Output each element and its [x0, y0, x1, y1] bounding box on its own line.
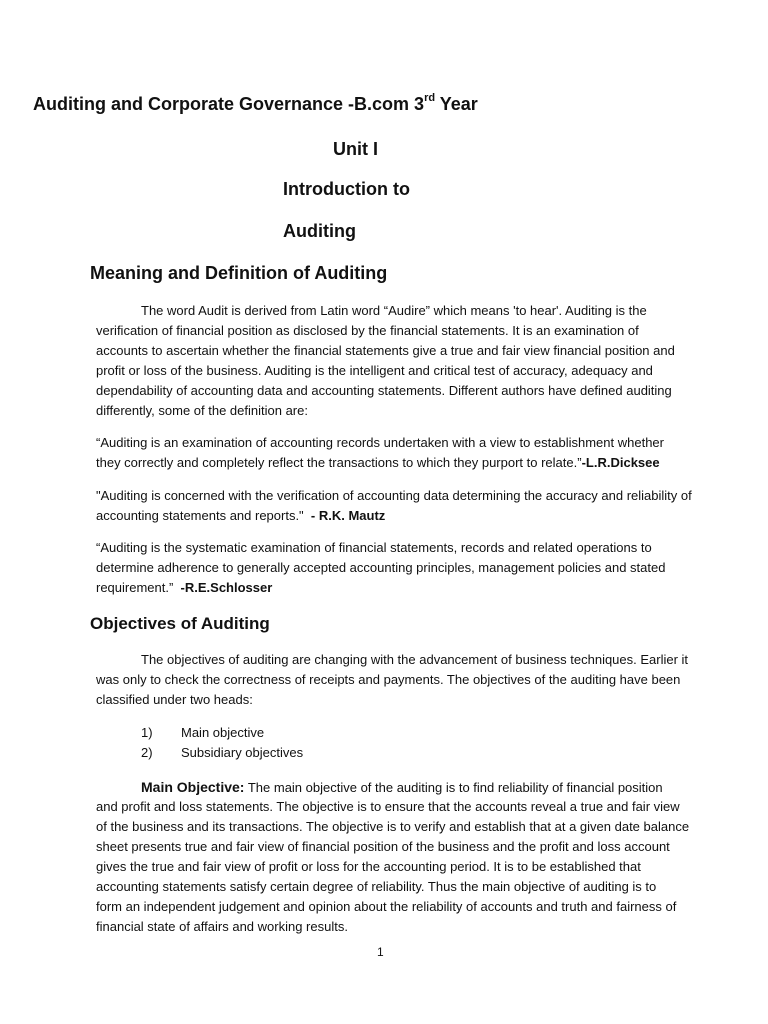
main-objective-line	[141, 777, 663, 798]
document-title	[33, 94, 478, 115]
quote-schlosser-line: determine adherence to generally accepted accounting principles, management policies and stated	[96, 560, 666, 575]
quote-mautz-line: "Auditing is concerned with the verification of accounting data determining the accuracy and reliability of	[96, 488, 692, 503]
quote-schlosser-line	[96, 578, 272, 598]
unit-heading: Unit I	[333, 139, 378, 159]
main-objective-line: sheet presents true and fair view of financial position of the business and the profit and loss account	[96, 839, 670, 854]
main-objective-line: of the business and its transactions. The objective is to verify and establish that at a given date balance	[96, 819, 690, 834]
list-item-number: 1)	[141, 725, 153, 740]
meaning-para-line: The word Audit is derived from Latin word “Audire” which means 'to hear'. Auditing is the	[141, 303, 647, 318]
quote-dicksee-text: they correctly and completely reflect the transactions to which they purport to relate.”	[96, 455, 582, 470]
list-item	[141, 743, 303, 763]
intro-heading-line-1: Introduction to	[283, 179, 410, 199]
document-title-tail: Year	[435, 94, 478, 114]
quote-dicksee-line: “Auditing is an examination of accounting records undertaken with a view to establishment whether	[96, 435, 664, 450]
quote-author-mautz: - R.K. Mautz	[310, 508, 386, 523]
page-number: 1	[377, 945, 384, 959]
quote-mautz-line	[96, 506, 385, 526]
objectives-para-line: classified under two heads:	[96, 692, 253, 707]
document-title-superscript: rd	[424, 92, 436, 104]
main-objective-line: gives the true and fair view of profit or loss for the accounting period. It is to be established that	[96, 859, 641, 874]
meaning-para-line: dependability of accounting data and accounting statements. Different authors have defined auditing	[96, 383, 672, 398]
main-objective-line: and profit and loss statements. The objective is to ensure that the accounts reveal a true and fair view	[96, 799, 680, 814]
main-objective-label: Main Objective:	[141, 779, 245, 795]
quote-schlosser-text: requirement.”	[96, 580, 181, 595]
objectives-para-line: The objectives of auditing are changing with the advancement of business techniques. Earlier it	[141, 652, 689, 667]
document-title-text: Auditing and Corporate Governance -B.com 3	[33, 94, 425, 114]
quote-author-dicksee: -L.R.Dicksee	[581, 455, 660, 470]
quote-mautz-text: accounting statements and reports."	[96, 508, 311, 523]
main-objective-line: financial state of affairs and working results.	[96, 919, 348, 934]
meaning-para-line: verification of financial position as disclosed by the financial statements. It is an examination of	[96, 323, 639, 338]
meaning-para-line: profit or loss of the business. Auditing is the intelligent and critical test of accuracy, adequacy and	[96, 363, 653, 378]
list-item-text: Subsidiary objectives	[181, 745, 304, 760]
main-objective-line: form an independent judgement and opinion about the reliability of accounts and truth and fairness of	[96, 899, 677, 914]
quote-schlosser-line: “Auditing is the systematic examination of financial statements, records and related operations to	[96, 540, 652, 555]
main-objective-line: accounting statements satisfy certain degree of reliability. Thus the main objective of auditing is to	[96, 879, 657, 894]
list-item	[141, 723, 264, 743]
list-item-number: 2)	[141, 745, 153, 760]
main-objective-text: The main objective of the auditing is to find reliability of financial position	[244, 780, 663, 795]
objectives-para-line: was only to check the correctness of receipts and payments. The objectives of the auditing have been	[96, 672, 681, 687]
quote-author-schlosser: -R.E.Schlosser	[180, 580, 273, 595]
quote-dicksee-line	[96, 453, 660, 473]
meaning-para-line: accounts to ascertain whether the financial statements give a true and fair view financial position and	[96, 343, 675, 358]
meaning-para-line: differently, some of the definition are:	[96, 403, 308, 418]
intro-heading-line-2: Auditing	[283, 221, 356, 241]
objectives-section-heading: Objectives of Auditing	[90, 614, 270, 633]
meaning-section-heading: Meaning and Definition of Auditing	[90, 263, 388, 283]
list-item-text: Main objective	[181, 725, 265, 740]
